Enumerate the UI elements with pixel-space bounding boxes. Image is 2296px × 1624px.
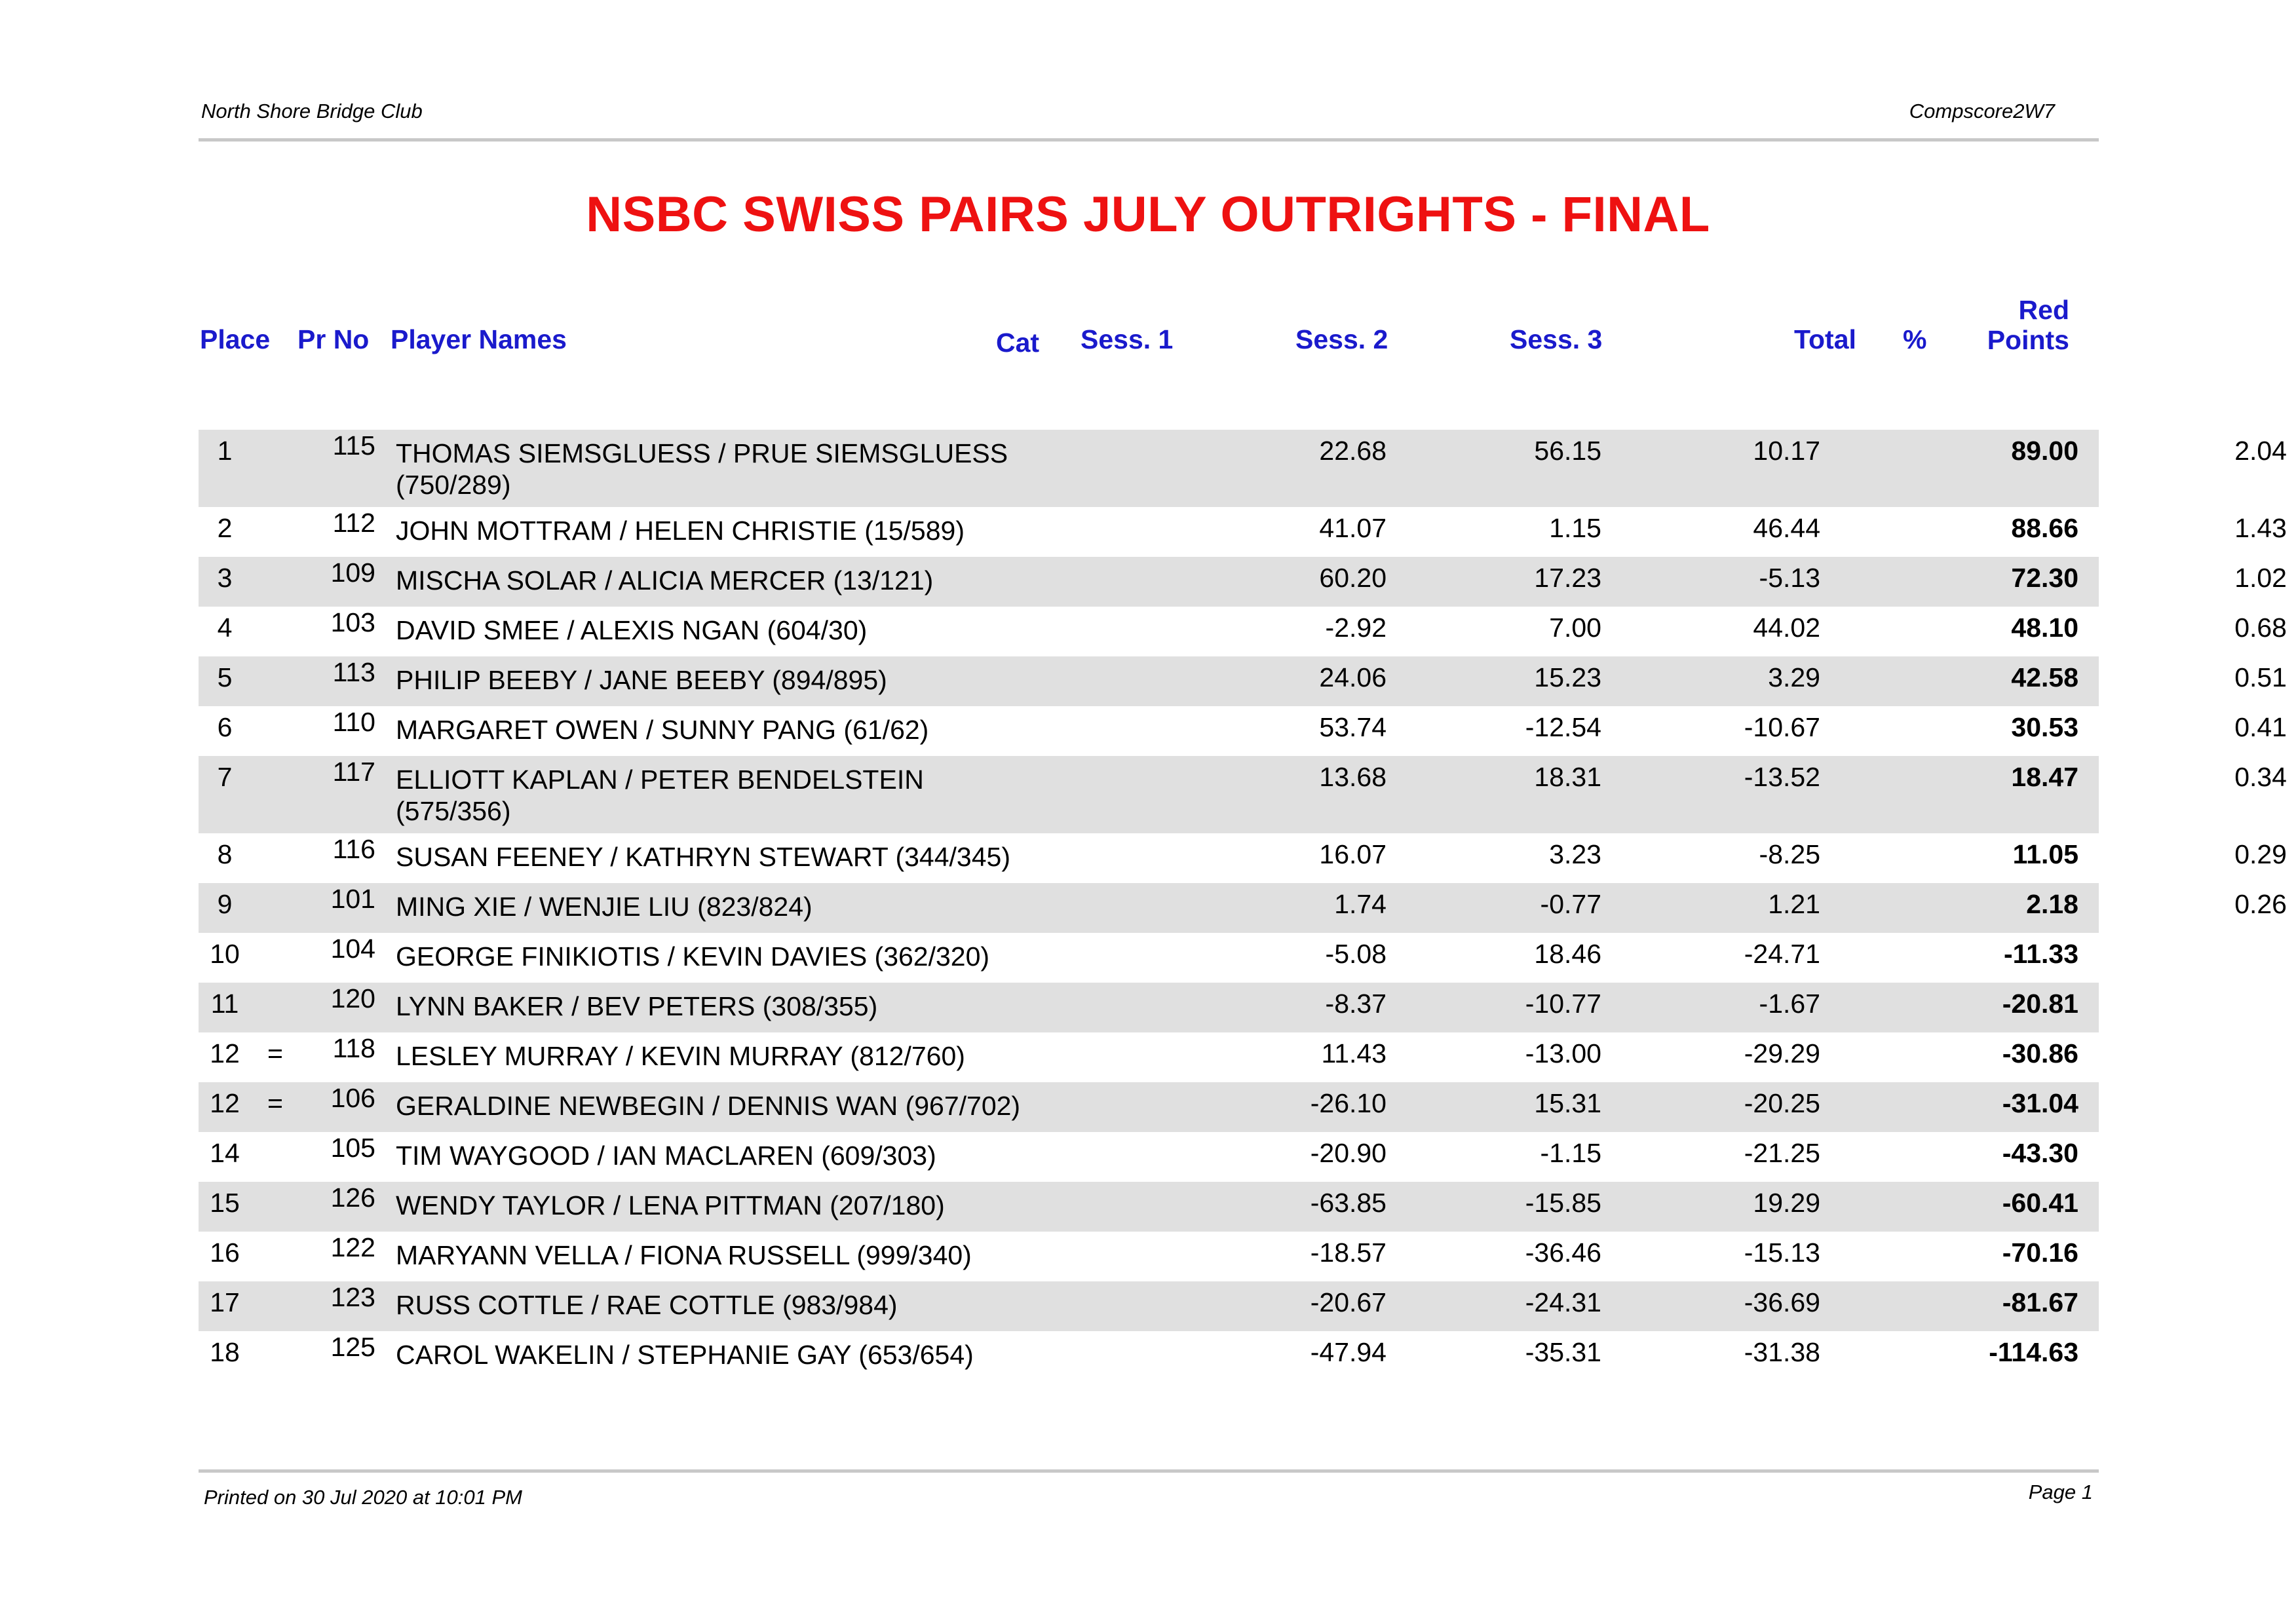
red-points-cell: 0.41: [2234, 712, 2287, 742]
session-1-cell: -5.08: [1325, 939, 1387, 969]
table-row: [199, 557, 2287, 607]
session-1-cell: -63.85: [1310, 1188, 1387, 1218]
player-names-cell: MING XIE / WENJIE LIU (823/824): [396, 892, 813, 922]
place-cell: 14: [210, 1138, 240, 1168]
total-cell: -11.33: [2004, 939, 2078, 969]
place-cell: 8: [217, 839, 233, 869]
red-points-cell: 1.02: [2234, 563, 2287, 593]
pair-number-cell: 106: [330, 1083, 375, 1113]
total-cell: 42.58: [2011, 662, 2078, 692]
total-cell: -114.63: [1989, 1337, 2078, 1367]
player-names-cell: MARGARET OWEN / SUNNY PANG (61/62): [396, 715, 929, 745]
total-cell: -31.04: [2002, 1088, 2078, 1118]
place-cell: 9: [217, 889, 233, 919]
pair-number-cell: 101: [330, 884, 375, 914]
player-names-cell: RUSS COTTLE / RAE COTTLE (983/984): [396, 1290, 898, 1320]
session-3-cell: -24.71: [1744, 939, 1820, 969]
pair-number-cell: 103: [330, 607, 375, 637]
session-3-cell: -13.52: [1744, 762, 1820, 792]
pair-number-cell: 113: [332, 657, 375, 687]
session-2-cell: -12.54: [1525, 712, 1601, 742]
place-cell: 7: [217, 762, 233, 792]
table-row: [199, 883, 2287, 933]
program-name: Compscore2W7: [1909, 100, 2055, 123]
pair-number-cell: 115: [332, 430, 375, 461]
total-cell: 88.66: [2011, 513, 2078, 543]
total-cell: -43.30: [2002, 1138, 2078, 1168]
pair-number-cell: 126: [330, 1182, 375, 1213]
player-names-cell: WENDY TAYLOR / LENA PITTMAN (207/180): [396, 1190, 945, 1220]
session-1-cell: -20.67: [1310, 1287, 1387, 1317]
player-names-cell: GEORGE FINIKIOTIS / KEVIN DAVIES (362/320): [396, 941, 990, 972]
session-1-cell: 1.74: [1334, 889, 1387, 919]
place-cell: 16: [210, 1237, 240, 1268]
session-2-cell: 3.23: [1549, 839, 1601, 869]
total-cell: 30.53: [2011, 712, 2078, 742]
column-header-percent: %: [1903, 324, 1927, 354]
session-2-cell: -10.77: [1525, 989, 1601, 1019]
place-cell: 17: [210, 1287, 240, 1317]
session-2-cell: 18.31: [1534, 762, 1601, 792]
column-header-category: Cat: [996, 328, 1040, 358]
place-cell: 10: [210, 939, 240, 969]
session-2-cell: 56.15: [1534, 436, 1601, 466]
footer-divider: [199, 1469, 2099, 1473]
session-1-cell: 60.20: [1319, 563, 1387, 593]
session-2-cell: -36.46: [1525, 1237, 1601, 1268]
results-table: [199, 430, 2287, 1381]
column-header-points: Points: [1987, 325, 2069, 355]
total-cell: -70.16: [2002, 1237, 2078, 1268]
page-number: Page 1: [2028, 1481, 2093, 1503]
session-3-cell: -10.67: [1744, 712, 1820, 742]
table-row: [199, 1281, 2099, 1331]
place-cell: 4: [217, 613, 233, 643]
place-cell: 6: [217, 712, 233, 742]
session-1-cell: 11.43: [1321, 1038, 1387, 1068]
session-3-cell: -20.25: [1744, 1088, 1820, 1118]
total-cell: 11.05: [2012, 839, 2078, 869]
session-2-cell: 17.23: [1534, 563, 1601, 593]
session-1-cell: 53.74: [1319, 712, 1387, 742]
column-header-total: Total: [1794, 324, 1856, 354]
table-row: [199, 1132, 2099, 1182]
table-row: [199, 656, 2287, 706]
pair-number-cell: 110: [332, 707, 375, 737]
session-3-cell: 44.02: [1753, 613, 1820, 643]
session-3-cell: -31.38: [1744, 1337, 1820, 1367]
total-cell: 18.47: [2011, 762, 2078, 792]
table-row: [199, 983, 2099, 1032]
session-3-cell: -8.25: [1759, 839, 1820, 869]
player-names-cell: LESLEY MURRAY / KEVIN MURRAY (812/760): [396, 1041, 965, 1071]
player-names-cell: CAROL WAKELIN / STEPHANIE GAY (653/654): [396, 1340, 974, 1370]
header-divider: [199, 138, 2099, 142]
session-2-cell: 15.23: [1534, 662, 1601, 692]
printed-timestamp: Printed on 30 Jul 2020 at 10:01 PM: [204, 1486, 522, 1509]
session-2-cell: 7.00: [1549, 613, 1601, 643]
session-1-cell: -26.10: [1310, 1088, 1387, 1118]
session-3-cell: 19.29: [1753, 1188, 1820, 1218]
pair-number-cell: 120: [330, 983, 375, 1013]
session-2-cell: -24.31: [1525, 1287, 1601, 1317]
session-3-cell: -21.25: [1744, 1138, 1820, 1168]
session-1-cell: -20.90: [1310, 1138, 1387, 1168]
pair-number-cell: 105: [330, 1133, 375, 1163]
player-names-cell: LYNN BAKER / BEV PETERS (308/355): [396, 991, 878, 1021]
place-cell: 3: [217, 563, 233, 593]
session-2-cell: -1.15: [1540, 1138, 1601, 1168]
session-2-cell: -13.00: [1525, 1038, 1601, 1068]
total-cell: 72.30: [2011, 563, 2078, 593]
place-cell: 12: [210, 1088, 240, 1118]
session-1-cell: -18.57: [1310, 1237, 1387, 1268]
column-header-place: Place: [200, 324, 271, 354]
red-points-cell: 0.26: [2234, 889, 2287, 919]
table-row: [199, 833, 2287, 883]
total-cell: 48.10: [2011, 613, 2078, 643]
session-3-cell: 3.29: [1768, 662, 1820, 692]
session-1-cell: 24.06: [1319, 662, 1387, 692]
player-names-cell: DAVID SMEE / ALEXIS NGAN (604/30): [396, 615, 868, 645]
total-cell: -30.86: [2002, 1038, 2078, 1068]
red-points-cell: 0.34: [2234, 762, 2287, 792]
place-cell: 2: [217, 513, 233, 543]
player-names-cell: MARYANN VELLA / FIONA RUSSELL (999/340): [396, 1240, 972, 1270]
session-2-cell: -15.85: [1525, 1188, 1601, 1218]
red-points-cell: 0.29: [2234, 839, 2287, 869]
place-cell: 18: [210, 1337, 240, 1367]
tie-marker: =: [267, 1038, 283, 1068]
player-names-cell: JOHN MOTTRAM / HELEN CHRISTIE (15/589): [396, 516, 965, 546]
player-names-cell: MISCHA SOLAR / ALICIA MERCER (13/121): [396, 565, 934, 595]
session-3-cell: -5.13: [1759, 563, 1820, 593]
column-header-pair-number: Pr No: [297, 324, 370, 354]
pair-number-cell: 118: [332, 1033, 375, 1063]
player-names-cell: TIM WAYGOOD / IAN MACLAREN (609/303): [396, 1141, 936, 1171]
total-cell: -81.67: [2002, 1287, 2078, 1317]
total-cell: 89.00: [2011, 436, 2078, 466]
red-points-cell: 2.04: [2234, 436, 2287, 466]
session-1-cell: 41.07: [1319, 513, 1387, 543]
session-2-cell: 15.31: [1534, 1088, 1601, 1118]
session-3-cell: 46.44: [1753, 513, 1820, 543]
session-3-cell: -15.13: [1744, 1237, 1820, 1268]
session-1-cell: -8.37: [1325, 989, 1387, 1019]
pair-number-cell: 112: [332, 508, 375, 538]
table-row: [199, 1182, 2099, 1232]
table-row: [199, 1232, 2099, 1281]
session-3-cell: -36.69: [1744, 1287, 1820, 1317]
column-header-player-names: Player Names: [391, 324, 567, 354]
session-3-cell: 10.17: [1753, 436, 1820, 466]
column-header-session-1: Sess. 1: [1081, 324, 1174, 354]
table-row: [199, 507, 2287, 557]
player-names-cell: GERALDINE NEWBEGIN / DENNIS WAN (967/702): [396, 1091, 1021, 1121]
pair-number-cell: 123: [330, 1282, 375, 1312]
place-cell: 5: [217, 662, 233, 692]
pair-number-cell: 122: [330, 1232, 375, 1262]
total-cell: 2.18: [2026, 889, 2078, 919]
table-row: [199, 1032, 2099, 1082]
column-header-red: Red: [2018, 295, 2069, 325]
column-header-session-2: Sess. 2: [1295, 324, 1388, 354]
session-3-cell: 1.21: [1768, 889, 1820, 919]
player-names-cell: THOMAS SIEMSGLUESS / PRUE SIEMSGLUESS (750/289): [396, 438, 1008, 500]
session-3-cell: -1.67: [1759, 989, 1820, 1019]
player-names-cell: PHILIP BEEBY / JANE BEEBY (894/895): [396, 665, 887, 695]
pair-number-cell: 116: [332, 834, 375, 864]
table-row: [199, 607, 2287, 656]
session-2-cell: -0.77: [1540, 889, 1601, 919]
column-header-red-points: [1966, 295, 2069, 355]
place-cell: 11: [210, 989, 239, 1019]
column-header-session-3: Sess. 3: [1510, 324, 1603, 354]
total-cell: -60.41: [2002, 1188, 2078, 1218]
session-2-cell: -35.31: [1525, 1337, 1601, 1367]
red-points-cell: 0.68: [2234, 613, 2287, 643]
session-1-cell: -47.94: [1310, 1337, 1387, 1367]
table-row: [199, 756, 2287, 833]
pair-number-cell: 104: [330, 934, 375, 964]
pair-number-cell: 117: [332, 757, 375, 787]
session-2-cell: 18.46: [1534, 939, 1601, 969]
session-1-cell: 13.68: [1319, 762, 1387, 792]
tie-marker: =: [267, 1088, 283, 1118]
session-1-cell: 16.07: [1319, 839, 1387, 869]
player-names-cell: ELLIOTT KAPLAN / PETER BENDELSTEIN (575/356): [396, 765, 924, 826]
place-cell: 15: [210, 1188, 240, 1218]
session-1-cell: -2.92: [1325, 613, 1387, 643]
player-names-cell: SUSAN FEENEY / KATHRYN STEWART (344/345): [396, 842, 1010, 872]
session-3-cell: -29.29: [1744, 1038, 1820, 1068]
table-row: [199, 933, 2099, 983]
session-1-cell: 22.68: [1319, 436, 1387, 466]
table-row: [199, 430, 2287, 507]
report-title: NSBC SWISS PAIRS JULY OUTRIGHTS - FINAL: [586, 187, 1710, 242]
total-cell: -20.81: [2002, 989, 2078, 1019]
table-row: [199, 1331, 2099, 1381]
red-points-cell: 0.51: [2234, 662, 2287, 692]
red-points-cell: 1.43: [2234, 513, 2287, 543]
place-cell: 1: [217, 436, 233, 466]
table-row: [199, 706, 2287, 756]
pair-number-cell: 109: [330, 557, 375, 588]
table-row: [199, 1082, 2099, 1132]
club-name: North Shore Bridge Club: [201, 100, 423, 123]
session-2-cell: 1.15: [1549, 513, 1601, 543]
place-cell: 12: [210, 1038, 240, 1068]
pair-number-cell: 125: [330, 1332, 375, 1362]
